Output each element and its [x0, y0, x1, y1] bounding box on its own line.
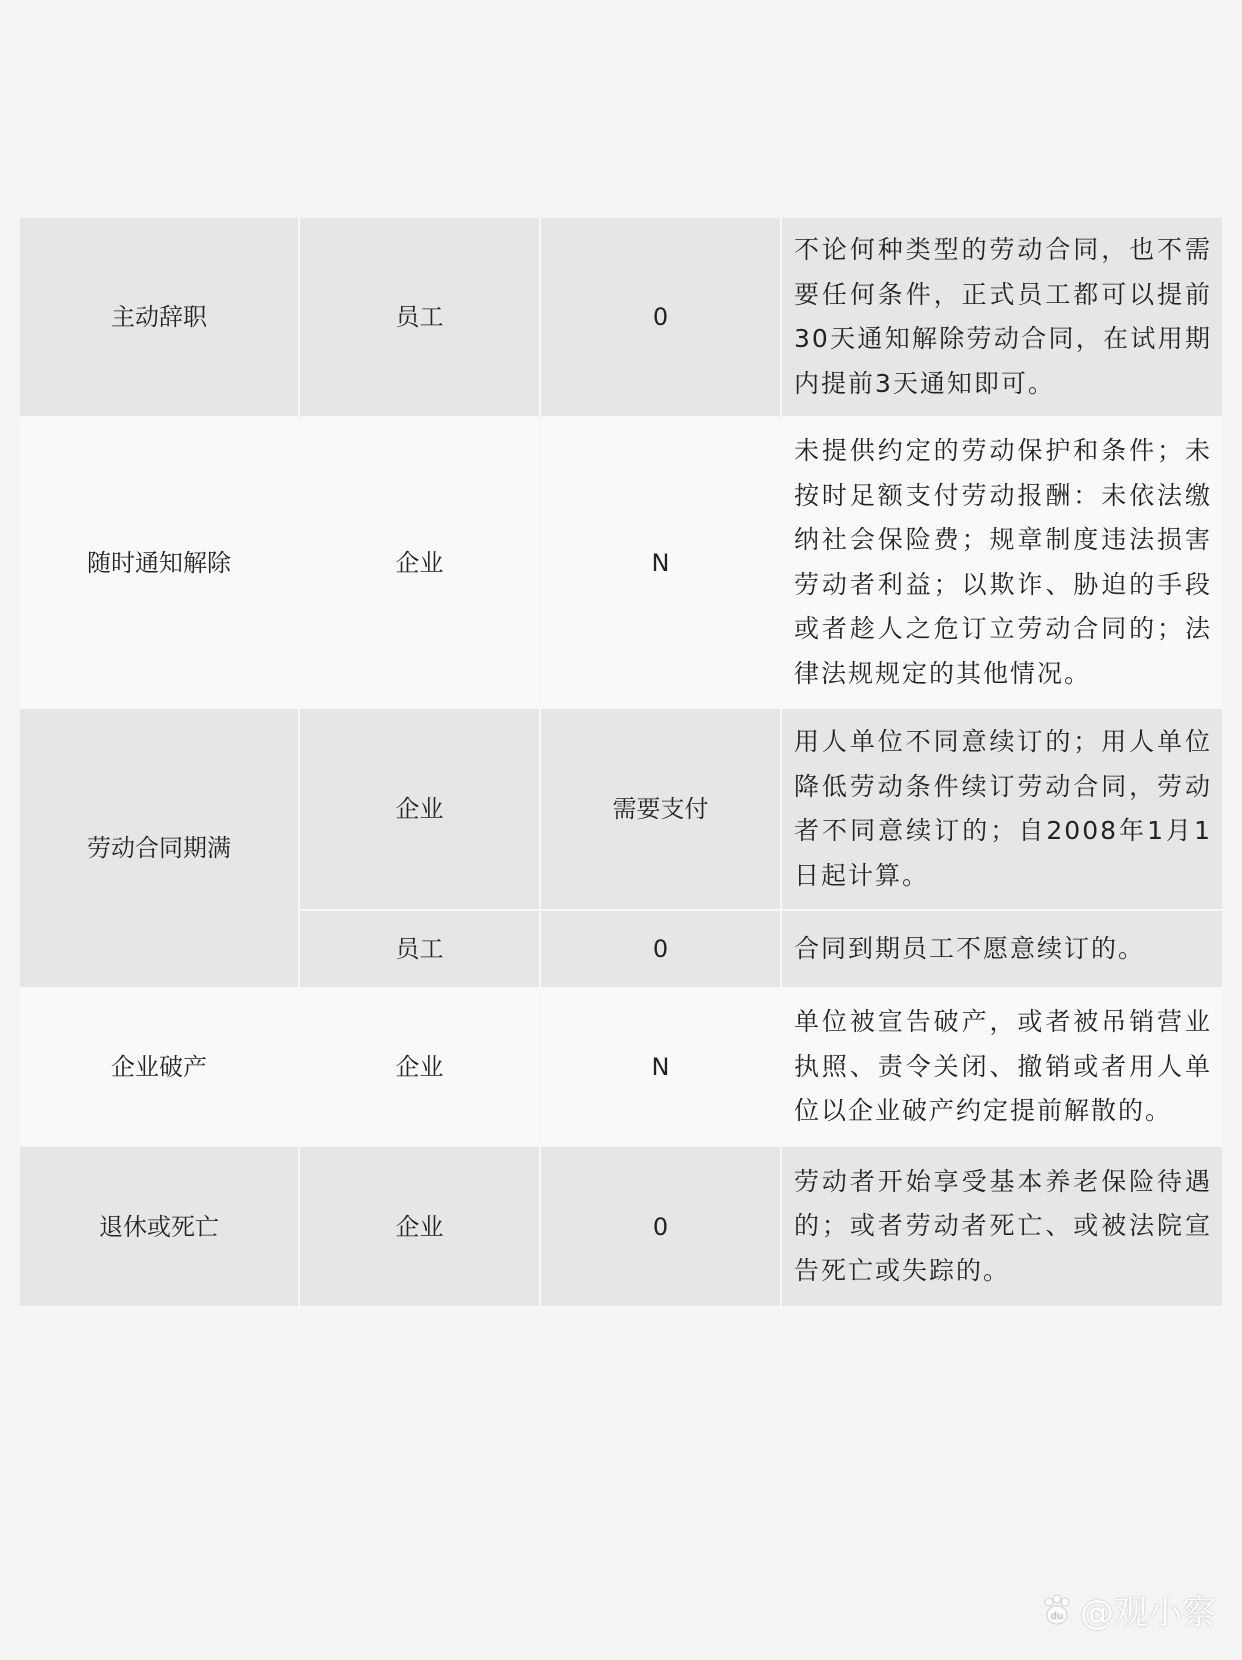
- table-cell-party: [300, 709, 541, 911]
- cell-text: 企业: [395, 1212, 444, 1241]
- cell-text: 企业破产: [111, 1053, 207, 1081]
- cell-text: 退休或死亡: [99, 1212, 219, 1241]
- table-cell-description: [782, 709, 1222, 911]
- cell-text: 不论何种类型的劳动合同，也不需要任何条件，正式员工都可以提前30天通知解除劳动合同，在试用期内提前3天通知即可。: [794, 235, 1212, 398]
- table-cell-description: [782, 1147, 1222, 1308]
- table-cell-compensation: [541, 1147, 782, 1308]
- termination-table: [20, 218, 1222, 1308]
- watermark: [1040, 1585, 1216, 1634]
- cell-text: 企业: [395, 795, 444, 823]
- cell-text: 劳动合同期满: [87, 834, 231, 862]
- table-cell-type: [20, 989, 300, 1147]
- table-cell-type: [20, 218, 300, 418]
- watermark-text: @观小察: [1080, 1593, 1216, 1633]
- table-cell-party: [300, 1147, 541, 1308]
- table-cell-description: [782, 418, 1222, 709]
- cell-text: 用人单位不同意续订的；用人单位降低劳动条件续订劳动合同，劳动者不同意续订的；自2008年1月1日起计算。: [794, 727, 1212, 890]
- cell-text: 主动辞职: [111, 303, 207, 331]
- cell-text: 员工: [395, 303, 444, 331]
- table-cell-description: [782, 218, 1222, 418]
- table-cell-compensation: [541, 709, 782, 911]
- cell-text: 企业: [395, 1053, 444, 1081]
- table-cell-compensation: [541, 218, 782, 418]
- cell-text: 单位被宣告破产，或者被吊销营业执照、责令关闭、撤销或者用人单位以企业破产约定提前解散的。: [794, 1007, 1212, 1126]
- cell-text: 劳动者开始享受基本养老保险待遇的；或者劳动者死亡、或被法院宣告死亡或失踪的。: [794, 1166, 1212, 1285]
- paw-icon: [1040, 1593, 1074, 1627]
- cell-text: 0: [652, 1212, 669, 1241]
- cell-text: 员工: [395, 935, 444, 963]
- table-cell-party: [300, 218, 541, 418]
- cell-text: 合同到期员工不愿意续订的。: [794, 933, 1146, 963]
- table-cell-type: [20, 709, 300, 989]
- cell-text: N: [651, 1053, 670, 1081]
- cell-text: 企业: [395, 548, 444, 577]
- table-cell-type: [20, 418, 300, 709]
- cell-text: 0: [652, 935, 669, 963]
- table-cell-description: [782, 911, 1222, 989]
- table-cell-compensation: [541, 418, 782, 709]
- table-cell-party: [300, 911, 541, 989]
- cell-text: 随时通知解除: [87, 548, 231, 577]
- table-cell-type: [20, 1147, 300, 1308]
- cell-text: 0: [652, 303, 669, 331]
- svg-text:du: du: [1050, 1610, 1064, 1622]
- table-cell-party: [300, 989, 541, 1147]
- table-cell-compensation: [541, 989, 782, 1147]
- table-cell-description: [782, 989, 1222, 1147]
- cell-text: N: [651, 548, 670, 577]
- table-cell-compensation: [541, 911, 782, 989]
- cell-text: 需要支付: [612, 795, 709, 823]
- table-cell-party: [300, 418, 541, 709]
- cell-text: 未提供约定的劳动保护和条件；未按时足额支付劳动报酬：未依法缴纳社会保险费；规章制度违法损害劳动者利益；以欺诈、胁迫的手段或者趁人之危订立劳动合同的；法律法规规定的其他情况。: [794, 436, 1212, 688]
